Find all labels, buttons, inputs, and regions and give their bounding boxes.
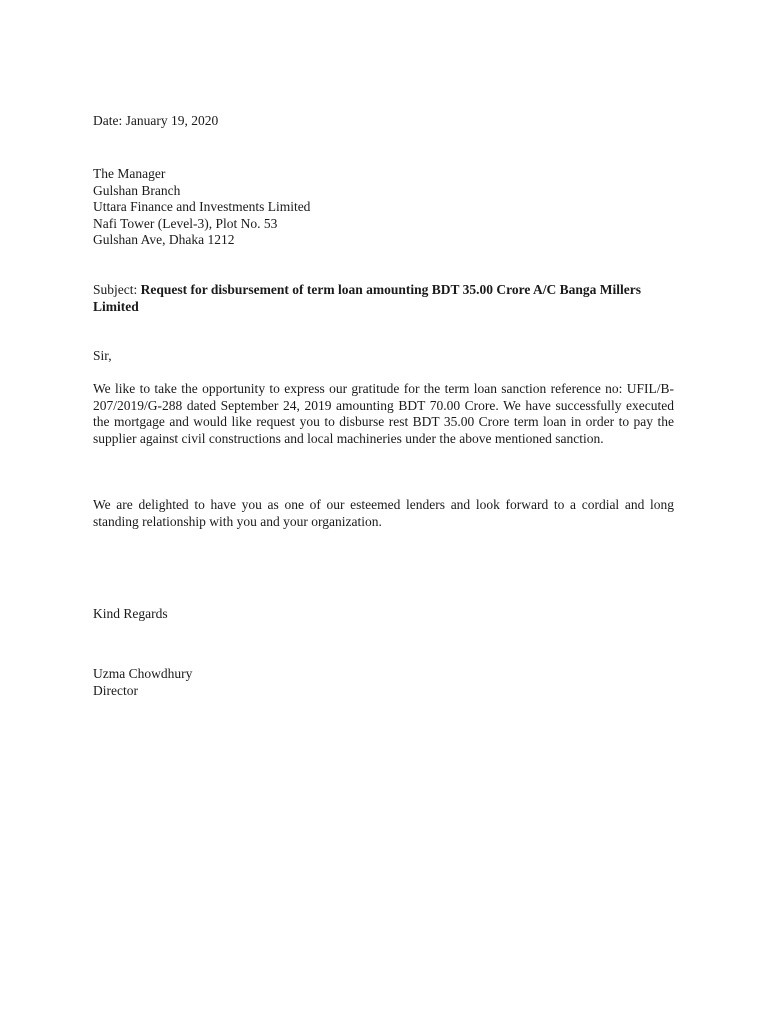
body-paragraph-1: We like to take the opportunity to express our gratitude for the term loan sanction reference no: UFIL/B-207/2019/G-288 dated September 24, 2019 amounting BDT 70.00 Crore. We have successfully executed the mortgage and would like request you to disburse rest BDT 35.00 Crore term loan in order to pay the supplier against civil constructions and local machineries under the above mentioned sanction. [93, 381, 674, 446]
salutation: Sir, [93, 348, 112, 363]
subject-line [93, 282, 674, 315]
recipient-line-building: Nafi Tower (Level-3), Plot No. 53 [93, 215, 278, 231]
signer-name: Uzma Chowdhury [93, 666, 193, 681]
recipient-line-manager: The Manager [93, 166, 166, 181]
recipient-line-company: Uttara Finance and Investments Limited [93, 199, 311, 214]
closing: Kind Regards [93, 606, 168, 621]
recipient-line-branch: Gulshan Branch [93, 182, 181, 198]
signature-block [93, 666, 674, 699]
signer-title: Director [93, 682, 138, 698]
recipient-line-city: Gulshan Ave, Dhaka 1212 [93, 232, 235, 247]
subject-text: Request for disbursement of term loan amounting BDT 35.00 Crore A/C Banga Millers Limited [93, 282, 641, 314]
body-paragraph-2: We are delighted to have you as one of our esteemed lenders and look forward to a cordial and long standing relationship with you and your organization. [93, 497, 674, 529]
subject-label: Subject: [93, 282, 141, 297]
recipient-address [93, 166, 674, 249]
letter-date: Date: January 19, 2020 [93, 113, 219, 128]
